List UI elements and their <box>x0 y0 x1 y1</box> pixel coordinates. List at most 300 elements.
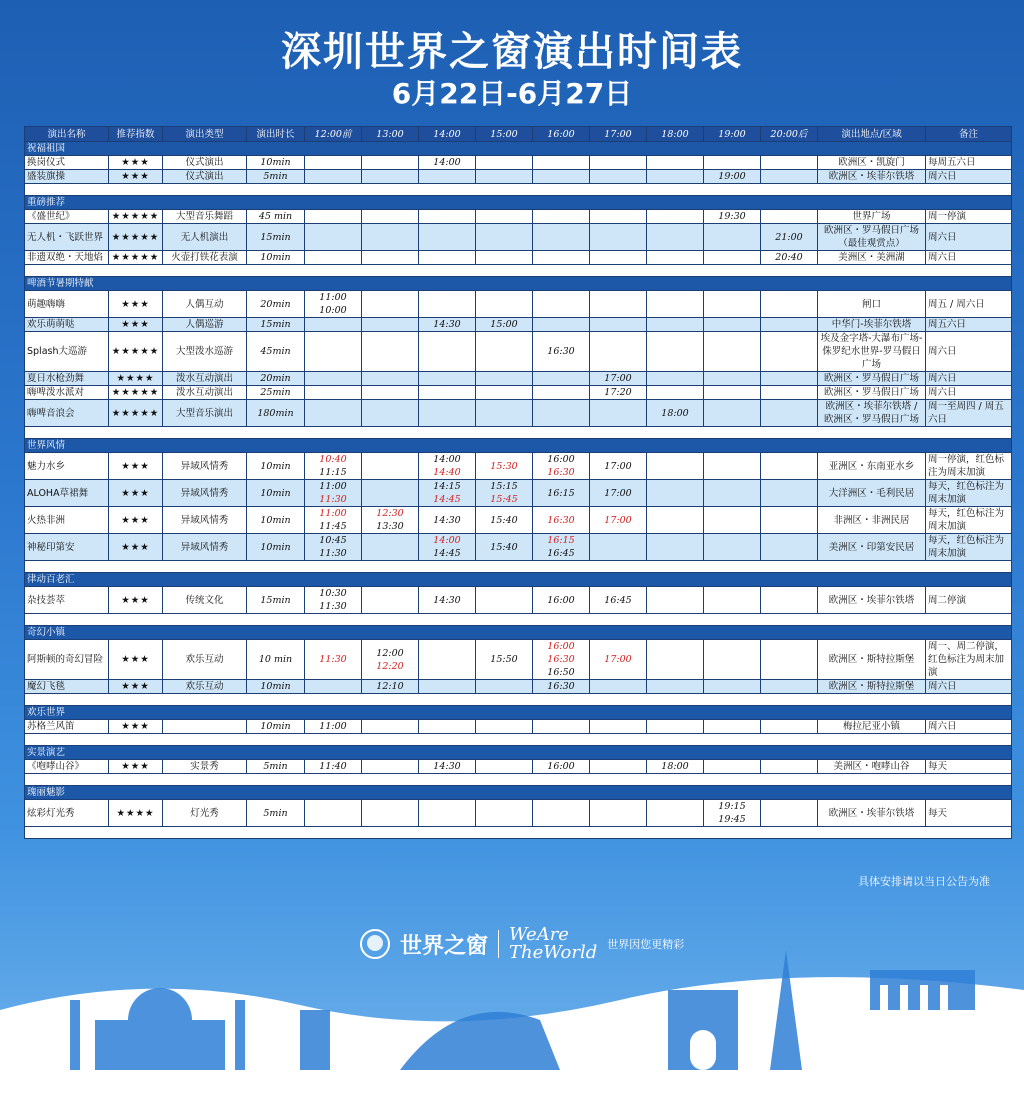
time-slot <box>590 760 647 774</box>
show-time: 15:30 <box>490 460 518 472</box>
duration: 15min <box>247 587 305 614</box>
column-header: 14:00 <box>419 127 476 142</box>
remarks: 周一停演，红色标注为周末加演 <box>926 453 1012 480</box>
section-title: 世界风情 <box>25 439 1012 453</box>
time-slot <box>533 318 590 332</box>
time-slot <box>533 224 590 251</box>
time-slot <box>362 453 419 480</box>
show-name: 苏格兰风笛 <box>25 720 109 734</box>
venue: 美洲区・美洲湖 <box>818 251 926 265</box>
remarks: 周二停演 <box>926 587 1012 614</box>
remarks: 周六日 <box>926 680 1012 694</box>
show-time: 18:00 <box>661 761 689 772</box>
show-time: 16:30 <box>547 467 575 478</box>
time-slot <box>647 386 704 400</box>
show-time: 21:00 <box>775 231 803 243</box>
table-row <box>25 720 1012 734</box>
time-slot <box>761 800 818 827</box>
time-slot <box>590 640 647 680</box>
rating-stars: ★★★★ <box>109 800 163 827</box>
remarks: 周一停演 <box>926 210 1012 224</box>
time-slot <box>704 156 761 170</box>
time-slot <box>533 291 590 318</box>
time-slot <box>533 210 590 224</box>
section-header <box>25 573 1012 587</box>
show-time: 15:00 <box>490 319 518 330</box>
time-slot <box>761 170 818 184</box>
time-slot <box>590 507 647 534</box>
time-slot <box>476 480 533 507</box>
show-type <box>163 720 247 734</box>
remarks: 周六日 <box>926 224 1012 251</box>
remarks: 周六日 <box>926 386 1012 400</box>
show-type: 人偶巡游 <box>163 318 247 332</box>
remarks: 每天，红色标注为周末加演 <box>926 480 1012 507</box>
time-slot <box>305 170 362 184</box>
time-slot <box>590 251 647 265</box>
table-row <box>25 332 1012 372</box>
table-row <box>25 480 1012 507</box>
time-slot <box>647 800 704 827</box>
column-header: 演出地点/区域 <box>818 127 926 142</box>
time-slot <box>362 332 419 372</box>
time-slot <box>476 453 533 480</box>
show-type: 灯光秀 <box>163 800 247 827</box>
brand-english-2: TheWorld <box>509 942 598 963</box>
time-slot <box>419 170 476 184</box>
remarks: 周六日 <box>926 251 1012 265</box>
show-time: 18:00 <box>661 407 689 419</box>
time-slot <box>362 587 419 614</box>
date-range: 6月22日-6月27日 <box>391 77 633 110</box>
show-type: 欢乐互动 <box>163 640 247 680</box>
time-slot <box>419 507 476 534</box>
time-slot <box>419 251 476 265</box>
time-slot <box>533 720 590 734</box>
time-slot <box>590 318 647 332</box>
show-time: 19:00 <box>718 171 746 182</box>
table-row <box>25 760 1012 774</box>
rating-stars: ★★★ <box>109 720 163 734</box>
show-time: 12:10 <box>376 681 404 692</box>
show-name: Splash大巡游 <box>25 332 109 372</box>
time-slot <box>419 400 476 427</box>
section-title: 祝福祖国 <box>25 142 1012 156</box>
time-slot <box>704 760 761 774</box>
table-row <box>25 680 1012 694</box>
time-slot <box>305 318 362 332</box>
venue: 欧洲区・埃菲尔铁塔 <box>818 170 926 184</box>
time-slot <box>533 680 590 694</box>
show-type: 仪式演出 <box>163 156 247 170</box>
duration: 25min <box>247 386 305 400</box>
section-header <box>25 277 1012 291</box>
show-time: 14:45 <box>433 494 461 505</box>
show-time: 11:00 <box>319 481 347 492</box>
section-header <box>25 439 1012 453</box>
time-slot <box>761 332 818 372</box>
time-slot <box>419 210 476 224</box>
show-name: 无人机・飞跃世界 <box>25 224 109 251</box>
column-header: 17:00 <box>590 127 647 142</box>
time-slot <box>419 480 476 507</box>
time-slot <box>704 480 761 507</box>
duration: 10min <box>247 720 305 734</box>
duration: 45min <box>247 332 305 372</box>
venue: 亚洲区・东南亚水乡 <box>818 453 926 480</box>
show-type: 泼水互动演出 <box>163 386 247 400</box>
time-slot <box>704 251 761 265</box>
table-row <box>25 291 1012 318</box>
section-title: 啤酒节暑期特献 <box>25 277 1012 291</box>
section-header <box>25 706 1012 720</box>
show-time: 10:00 <box>319 305 347 316</box>
time-slot <box>761 291 818 318</box>
time-slot <box>704 291 761 318</box>
time-slot <box>362 318 419 332</box>
spacer-row <box>25 614 1012 626</box>
duration: 10min <box>247 156 305 170</box>
duration: 20min <box>247 372 305 386</box>
section-title: 律动百老汇 <box>25 573 1012 587</box>
show-time: 11:45 <box>319 521 347 532</box>
table-row <box>25 210 1012 224</box>
section-title: 实景演艺 <box>25 746 1012 760</box>
time-slot <box>305 640 362 680</box>
time-slot <box>533 800 590 827</box>
time-slot <box>647 332 704 372</box>
venue: 埃及金字塔-大瀑布广场-侏罗纪水世界-罗马假日广场 <box>818 332 926 372</box>
duration: 45 min <box>247 210 305 224</box>
remarks: 每周五六日 <box>926 156 1012 170</box>
time-slot <box>419 640 476 680</box>
rating-stars: ★★★ <box>109 507 163 534</box>
remarks: 周六日 <box>926 170 1012 184</box>
time-slot <box>305 210 362 224</box>
remarks: 周一至周四 / 周五六日 <box>926 400 1012 427</box>
show-type: 欢乐互动 <box>163 680 247 694</box>
time-slot <box>647 640 704 680</box>
remarks: 每天 <box>926 760 1012 774</box>
time-slot <box>305 332 362 372</box>
time-slot <box>419 386 476 400</box>
time-slot <box>590 453 647 480</box>
table-header <box>25 127 1012 142</box>
section-title: 欢乐世界 <box>25 706 1012 720</box>
column-header: 推荐指数 <box>109 127 163 142</box>
time-slot <box>476 400 533 427</box>
time-slot <box>761 372 818 386</box>
show-type: 泼水互动演出 <box>163 372 247 386</box>
time-slot <box>476 224 533 251</box>
spacer-row <box>25 694 1012 706</box>
section-title: 奇幻小镇 <box>25 626 1012 640</box>
venue: 欧洲区・斯特拉斯堡 <box>818 640 926 680</box>
time-slot <box>419 156 476 170</box>
time-slot <box>647 680 704 694</box>
rating-stars: ★★★★★ <box>109 386 163 400</box>
rating-stars: ★★★ <box>109 587 163 614</box>
section-header <box>25 142 1012 156</box>
time-slot <box>419 760 476 774</box>
column-header: 18:00 <box>647 127 704 142</box>
time-slot <box>761 400 818 427</box>
show-type: 火壶打铁花表演 <box>163 251 247 265</box>
show-type: 仪式演出 <box>163 170 247 184</box>
rating-stars: ★★★★ <box>109 372 163 386</box>
time-slot <box>533 170 590 184</box>
table-row <box>25 251 1012 265</box>
show-time: 14:40 <box>433 467 461 478</box>
show-type: 无人机演出 <box>163 224 247 251</box>
column-header: 19:00 <box>704 127 761 142</box>
time-slot <box>704 170 761 184</box>
show-time: 15:40 <box>490 541 518 553</box>
column-header: 12:00前 <box>305 127 362 142</box>
show-name: 嗨啤泼水派对 <box>25 386 109 400</box>
column-header: 16:00 <box>533 127 590 142</box>
show-type: 异域风情秀 <box>163 507 247 534</box>
venue: 欧洲区・埃菲尔铁塔 / 欧洲区・罗马假日广场 <box>818 400 926 427</box>
table-row <box>25 507 1012 534</box>
time-slot <box>704 800 761 827</box>
show-time: 11:30 <box>319 548 347 559</box>
time-slot <box>305 587 362 614</box>
time-slot <box>704 640 761 680</box>
show-time: 12:20 <box>376 660 404 672</box>
table-row <box>25 453 1012 480</box>
column-header: 15:00 <box>476 127 533 142</box>
time-slot <box>362 251 419 265</box>
show-time: 14:30 <box>433 319 461 330</box>
show-name: 火热非洲 <box>25 507 109 534</box>
rating-stars: ★★★★★ <box>109 224 163 251</box>
time-slot <box>647 224 704 251</box>
time-slot <box>704 534 761 561</box>
time-slot <box>476 507 533 534</box>
column-header: 备注 <box>926 127 1012 142</box>
venue: 欧洲区・埃菲尔铁塔 <box>818 800 926 827</box>
time-slot <box>590 534 647 561</box>
time-slot <box>704 210 761 224</box>
duration: 10min <box>247 680 305 694</box>
time-slot <box>362 760 419 774</box>
venue: 欧洲区・罗马假日广场 <box>818 372 926 386</box>
rating-stars: ★★★ <box>109 760 163 774</box>
table-row <box>25 318 1012 332</box>
venue: 梅拉尼亚小镇 <box>818 720 926 734</box>
time-slot <box>476 291 533 318</box>
time-slot <box>704 680 761 694</box>
time-slot <box>647 480 704 507</box>
time-slot <box>533 251 590 265</box>
time-slot <box>419 800 476 827</box>
duration: 10 min <box>247 640 305 680</box>
time-slot <box>476 318 533 332</box>
time-slot <box>362 156 419 170</box>
show-type: 异域风情秀 <box>163 534 247 561</box>
time-slot <box>761 534 818 561</box>
show-time: 11:00 <box>319 292 347 303</box>
show-time: 14:30 <box>433 761 461 772</box>
show-time: 15:15 <box>490 481 518 492</box>
show-time: 16:30 <box>547 346 575 357</box>
venue: 大洋洲区・毛利民居 <box>818 480 926 507</box>
time-slot <box>590 372 647 386</box>
rating-stars: ★★★ <box>109 453 163 480</box>
show-type: 大型音乐舞蹈 <box>163 210 247 224</box>
time-slot <box>590 332 647 372</box>
time-slot <box>419 291 476 318</box>
column-header: 演出时长 <box>247 127 305 142</box>
show-time: 11:00 <box>319 508 347 519</box>
rating-stars: ★★★ <box>109 534 163 561</box>
show-time: 16:15 <box>547 487 575 499</box>
show-name: 换岗仪式 <box>25 156 109 170</box>
show-name: 盛装旗操 <box>25 170 109 184</box>
show-time: 16:50 <box>547 667 575 678</box>
table-row <box>25 534 1012 561</box>
show-time: 15:40 <box>490 514 518 526</box>
show-time: 10:45 <box>319 535 347 546</box>
footnote: 具体安排请以当日公告为准 <box>858 875 990 888</box>
show-time: 16:00 <box>547 454 575 465</box>
time-slot <box>362 400 419 427</box>
remarks: 每天，红色标注为周末加演 <box>926 534 1012 561</box>
time-slot <box>305 720 362 734</box>
time-slot <box>533 534 590 561</box>
show-time: 11:30 <box>319 494 347 505</box>
show-time: 19:30 <box>718 211 746 222</box>
time-slot <box>761 251 818 265</box>
time-slot <box>647 760 704 774</box>
time-slot <box>647 534 704 561</box>
show-name: 炫彩灯光秀 <box>25 800 109 827</box>
time-slot <box>362 386 419 400</box>
show-type: 人偶互动 <box>163 291 247 318</box>
time-slot <box>533 587 590 614</box>
duration: 15min <box>247 224 305 251</box>
show-time: 13:30 <box>376 521 404 532</box>
time-slot <box>362 291 419 318</box>
time-slot <box>761 640 818 680</box>
show-time: 11:30 <box>319 601 347 612</box>
time-slot <box>476 587 533 614</box>
table-row <box>25 640 1012 680</box>
time-slot <box>533 372 590 386</box>
show-type: 实景秀 <box>163 760 247 774</box>
time-slot <box>305 251 362 265</box>
time-slot <box>533 453 590 480</box>
show-time: 17:00 <box>604 373 632 384</box>
spacer-row <box>25 774 1012 786</box>
show-time: 14:00 <box>433 454 461 465</box>
rating-stars: ★★★★★ <box>109 251 163 265</box>
time-slot <box>590 720 647 734</box>
time-slot <box>305 680 362 694</box>
show-time: 12:00 <box>376 647 404 659</box>
spacer-row <box>25 265 1012 277</box>
time-slot <box>362 507 419 534</box>
time-slot <box>590 400 647 427</box>
time-slot <box>305 534 362 561</box>
show-type: 大型音乐演出 <box>163 400 247 427</box>
time-slot <box>761 386 818 400</box>
time-slot <box>305 372 362 386</box>
brand-slogan: 世界因您更精彩 <box>607 938 685 951</box>
time-slot <box>305 480 362 507</box>
time-slot <box>590 210 647 224</box>
rating-stars: ★★★ <box>109 680 163 694</box>
rating-stars: ★★★★★ <box>109 400 163 427</box>
duration: 5min <box>247 170 305 184</box>
show-time: 12:30 <box>376 508 404 519</box>
rating-stars: ★★★★★ <box>109 210 163 224</box>
show-name: 《盛世纪》 <box>25 210 109 224</box>
show-name: 欢乐萌萌哒 <box>25 318 109 332</box>
time-slot <box>362 680 419 694</box>
time-slot <box>647 372 704 386</box>
time-slot <box>647 318 704 332</box>
show-time: 10:30 <box>319 588 347 599</box>
time-slot <box>419 318 476 332</box>
show-time: 16:30 <box>547 681 575 692</box>
time-slot <box>305 386 362 400</box>
time-slot <box>419 224 476 251</box>
duration: 20min <box>247 291 305 318</box>
column-header: 演出类型 <box>163 127 247 142</box>
schedule-table <box>24 126 1012 839</box>
show-name: 非遗双绝・天地焰 <box>25 251 109 265</box>
section-header <box>25 626 1012 640</box>
time-slot <box>647 291 704 318</box>
venue: 欧洲区・罗马假日广场（最佳观赏点） <box>818 224 926 251</box>
time-slot <box>476 386 533 400</box>
duration: 180min <box>247 400 305 427</box>
time-slot <box>362 534 419 561</box>
time-slot <box>419 587 476 614</box>
time-slot <box>533 760 590 774</box>
time-slot <box>419 372 476 386</box>
time-slot <box>419 534 476 561</box>
spacer-row <box>25 184 1012 196</box>
show-time: 11:40 <box>319 761 347 772</box>
rating-stars: ★★★ <box>109 480 163 507</box>
time-slot <box>476 156 533 170</box>
time-slot <box>590 480 647 507</box>
time-slot <box>305 156 362 170</box>
time-slot <box>476 210 533 224</box>
time-slot <box>476 720 533 734</box>
rating-stars: ★★★ <box>109 318 163 332</box>
time-slot <box>476 760 533 774</box>
time-slot <box>590 587 647 614</box>
show-type: 传统文化 <box>163 587 247 614</box>
show-time: 14:00 <box>433 157 461 168</box>
page-title: 深圳世界之窗演出时间表 <box>281 29 743 75</box>
rating-stars: ★★★★★ <box>109 332 163 372</box>
time-slot <box>305 800 362 827</box>
show-time: 14:15 <box>433 481 461 492</box>
show-name: 魔幻飞毯 <box>25 680 109 694</box>
time-slot <box>362 224 419 251</box>
show-type: 大型泼水巡游 <box>163 332 247 372</box>
duration: 10min <box>247 534 305 561</box>
show-time: 17:20 <box>604 387 632 398</box>
table-row <box>25 800 1012 827</box>
time-slot <box>761 760 818 774</box>
time-slot <box>704 587 761 614</box>
